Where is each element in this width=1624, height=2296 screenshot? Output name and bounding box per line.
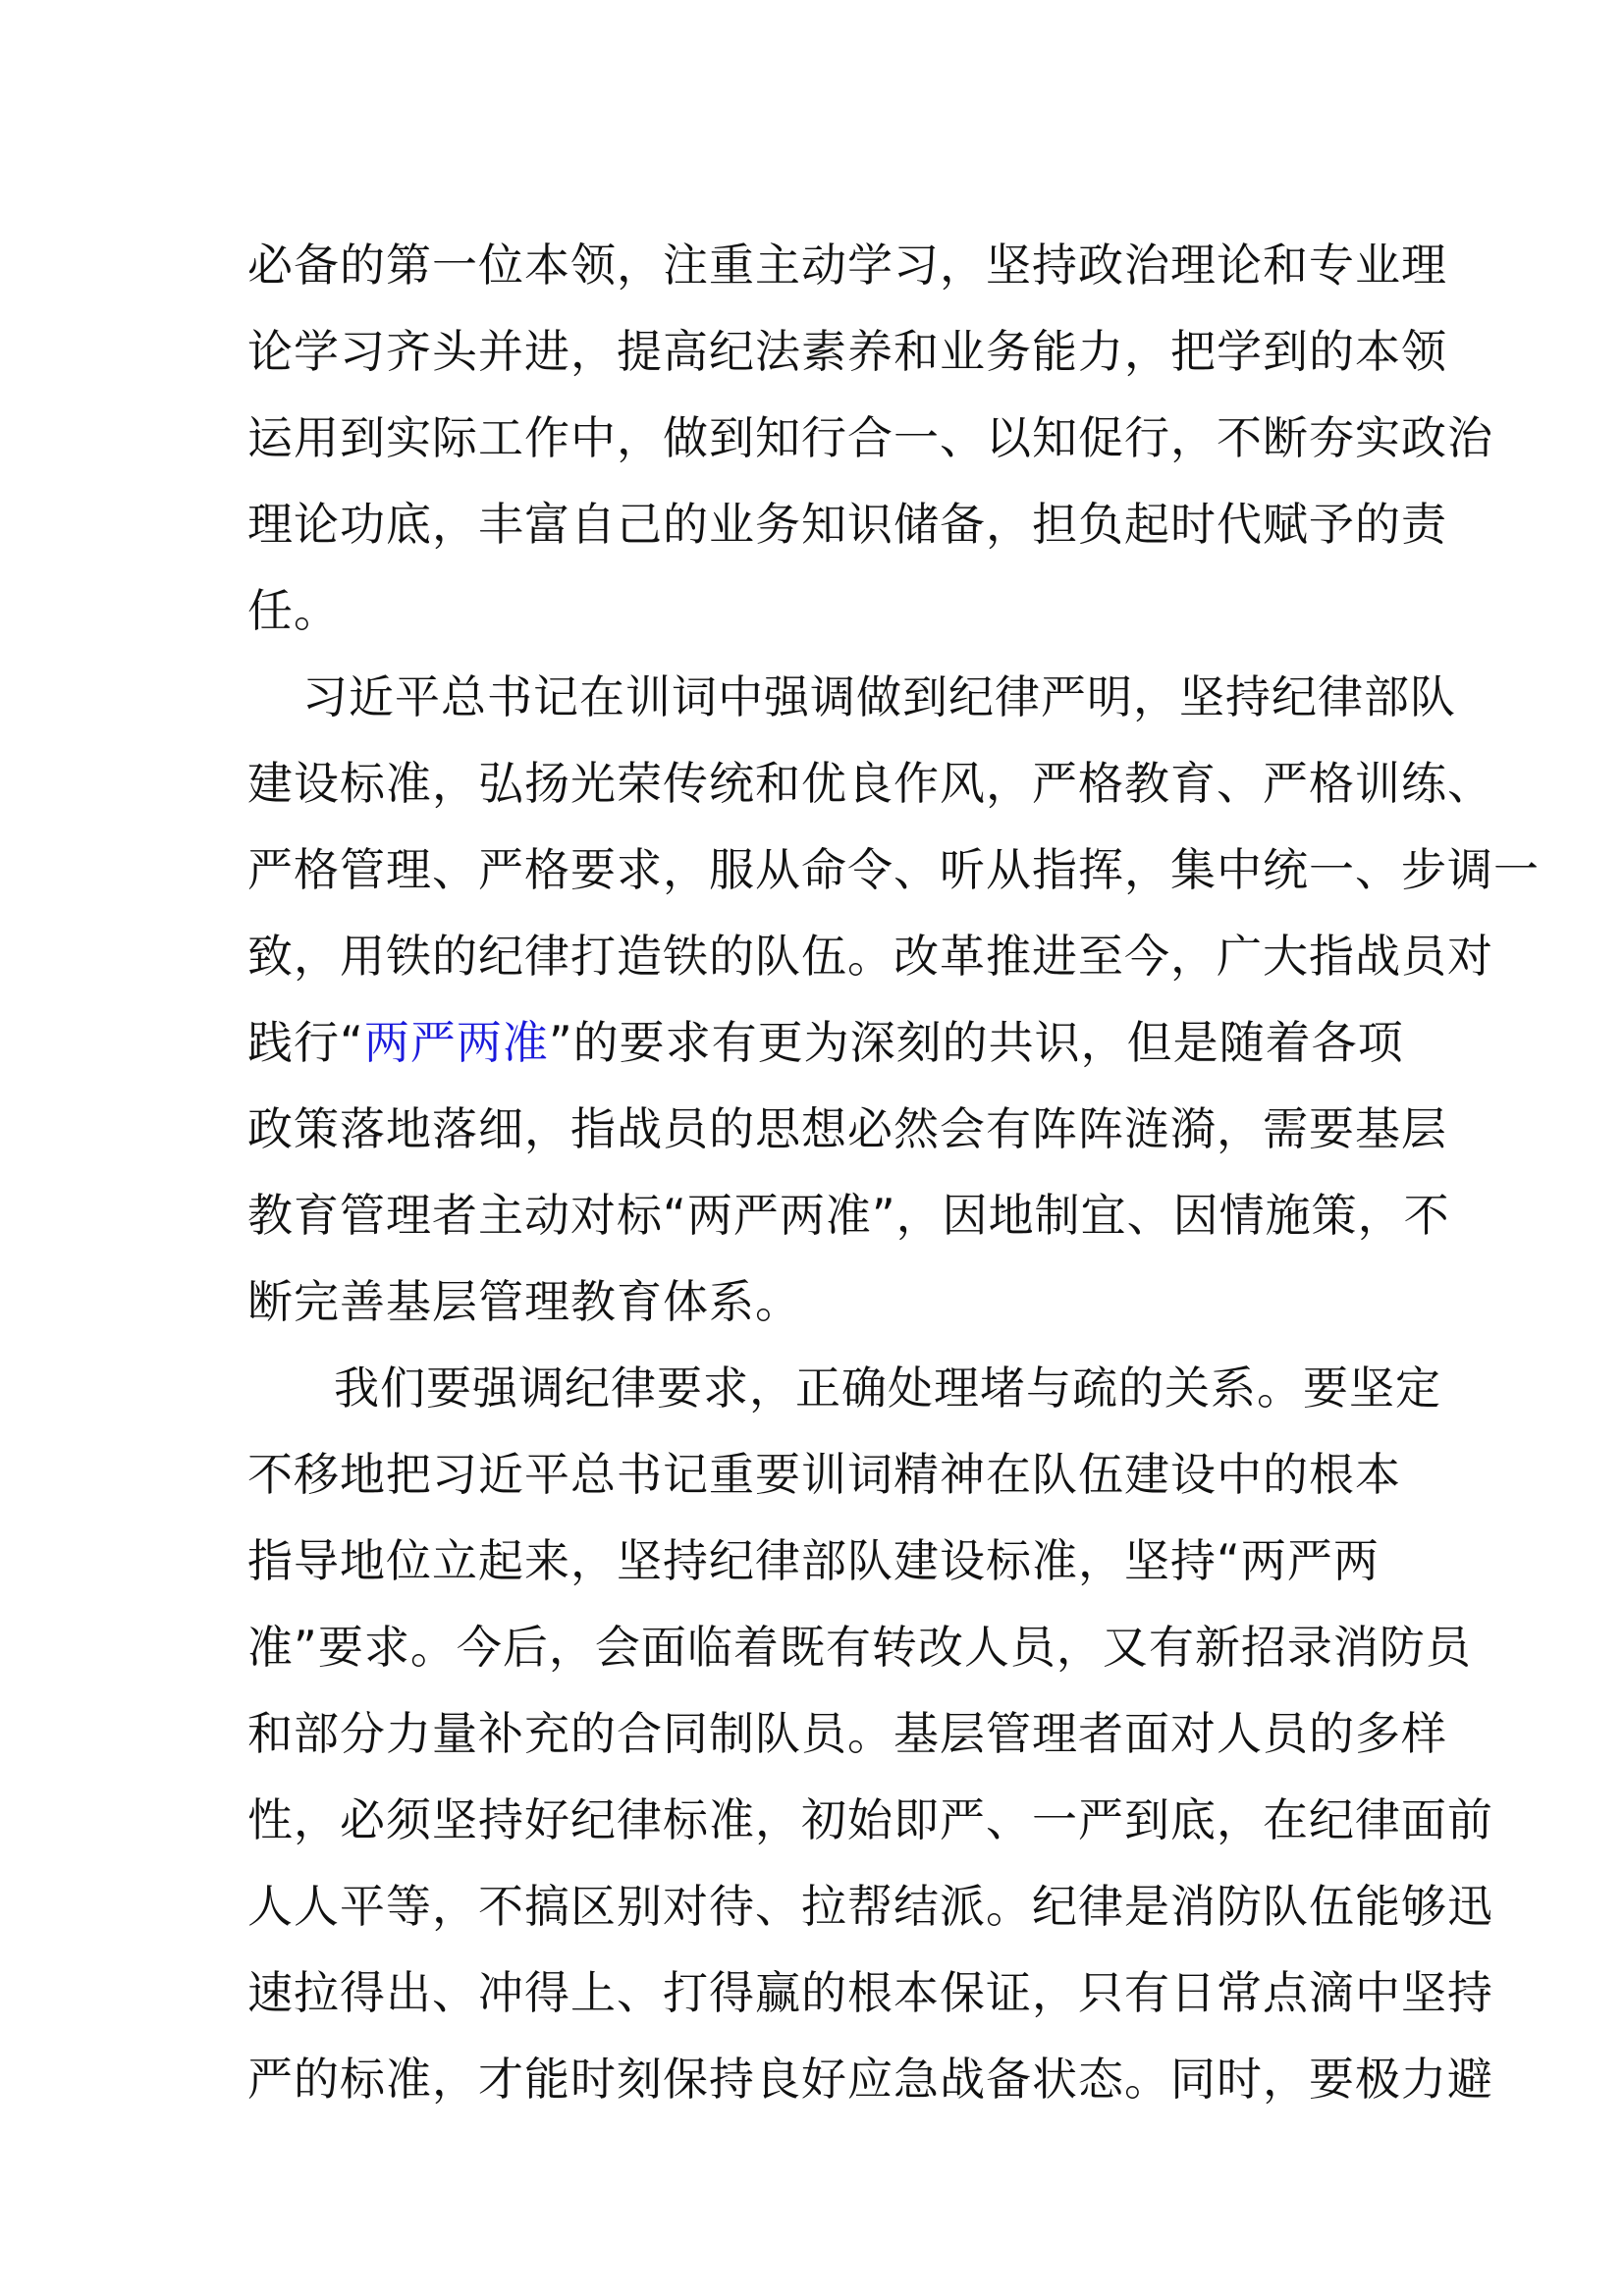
two-strict-two-standard-link[interactable]: 两严两准	[363, 1016, 549, 1069]
text-line: 严的标准，才能时刻保持良好应急战备状态。同时，要极力避	[247, 2053, 1493, 2106]
text-line: 致，用铁的纪律打造铁的队伍。改革推进至今，广大指战员对	[247, 930, 1493, 983]
text-segment: 践行“	[247, 1016, 364, 1069]
text-line-with-link	[247, 1013, 1406, 1072]
text-line: 必备的第一位本领，注重主动学习，坚持政治理论和专业理	[247, 239, 1447, 292]
text-line: 建设标准，弘扬光荣传统和优良作风，严格教育、严格训练、	[247, 757, 1493, 810]
text-line: 政策落地落细，指战员的思想必然会有阵阵涟漪，需要基层	[247, 1102, 1447, 1155]
text-line: 理论功底，丰富自己的业务知识储备，担负起时代赋予的责	[247, 498, 1447, 551]
text-line: 习近平总书记在训词中强调做到纪律严明，坚持纪律部队	[302, 670, 1456, 723]
text-segment: ”的要求有更为深刻的共识，但是随着各项	[548, 1016, 1404, 1069]
text-line: 论学习齐头并进，提高纪法素养和业务能力，把学到的本领	[247, 325, 1447, 378]
text-line: 我们要强调纪律要求，正确处理堵与疏的关系。要坚定	[334, 1362, 1441, 1415]
text-line: 性，必须坚持好纪律标准，初始即严、一严到底，在纪律面前	[247, 1793, 1493, 1846]
text-line: 任。	[247, 584, 340, 637]
text-line: 人人平等，不搞区别对待、拉帮结派。纪律是消防队伍能够迅	[247, 1880, 1493, 1933]
text-line: 严格管理、严格要求，服从命令、听从指挥，集中统一、步调一	[247, 843, 1540, 896]
text-line: 断完善基层管理教育体系。	[247, 1275, 801, 1328]
text-line: 速拉得出、冲得上、打得赢的根本保证，只有日常点滴中坚持	[247, 1966, 1493, 2019]
text-line: 运用到实际工作中，做到知行合一、以知促行，不断夯实政治	[247, 411, 1493, 464]
text-line: 准”要求。今后，会面临着既有转改人员，又有新招录消防员	[247, 1621, 1472, 1674]
text-line: 不移地把习近平总书记重要训词精神在队伍建设中的根本	[247, 1448, 1401, 1501]
text-line: 教育管理者主动对标“两严两准”，因地制宜、因情施策，不	[247, 1189, 1450, 1242]
text-line: 和部分力量补充的合同制队员。基层管理者面对人员的多样	[247, 1707, 1447, 1760]
text-line: 指导地位立起来，坚持纪律部队建设标准，坚持“两严两	[247, 1534, 1380, 1587]
